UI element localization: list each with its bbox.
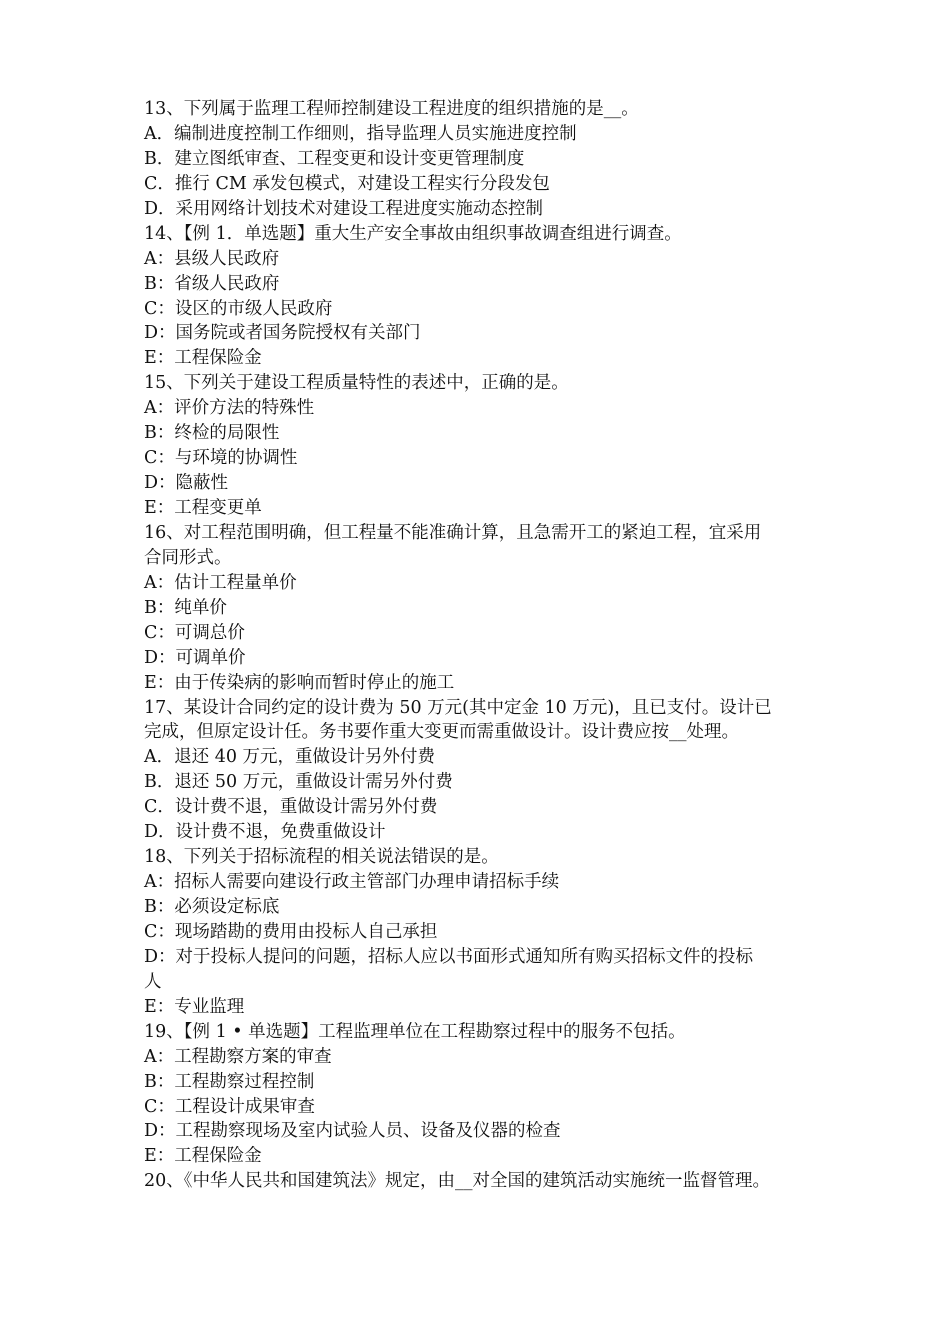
text-line: B：工程勘察过程控制 <box>144 1071 315 1092</box>
text-line: C：现场踏勘的费用由投标人自己承担 <box>144 921 438 942</box>
text-line: 合同形式。 <box>144 547 232 568</box>
text-line: 14、【例 1．单选题】重大生产安全事故由组织事故调查组进行调查。 <box>144 223 682 244</box>
text-line: D：国务院或者国务院授权有关部门 <box>144 323 421 344</box>
text-line: A：工程勘察方案的审查 <box>144 1046 332 1067</box>
text-line: 15、下列关于建设工程质量特性的表述中，正确的是。 <box>144 373 569 394</box>
text-line: E：工程保险金 <box>144 348 262 369</box>
text-line: 16、对工程范围明确，但工程量不能准确计算，且急需开工的紧迫工程，宜采用 <box>144 522 762 543</box>
text-line: E：工程变更单 <box>144 498 262 518</box>
text-line: 17、某设计合同约定的设计费为 50 万元(其中定金 10 万元)，且已支付。设计已 <box>144 697 772 718</box>
text-line: A：招标人需要向建设行政主管部门办理申请招标手续 <box>144 872 560 893</box>
text-line: 完成，但原定设计任。务书要作重大变更而需重做设计。设计费应按__处理。 <box>144 722 739 743</box>
document-body <box>144 97 824 1194</box>
text-line: B．建立图纸审查、工程变更和设计变更管理制度 <box>144 148 525 169</box>
text-line: E：专业监理 <box>144 996 245 1017</box>
text-line: D：对于投标人提问的问题，招标人应以书面形式通知所有购买招标文件的投标 <box>144 946 754 967</box>
text-line: B：纯单价 <box>144 597 227 618</box>
text-line: D：可调单价 <box>144 647 246 668</box>
text-line: E：由于传染病的影响而暂时停止的施工 <box>144 672 455 693</box>
text-line: C：可调总价 <box>144 622 245 643</box>
text-line: D：工程勘察现场及室内试验人员、设备及仪器的检查 <box>144 1121 561 1142</box>
text-line: B：必须设定标底 <box>144 897 280 917</box>
text-line: B：终检的局限性 <box>144 423 280 444</box>
text-line: A：估计工程量单价 <box>144 572 297 593</box>
text-line: C．设计费不退，重做设计需另外付费 <box>144 797 438 818</box>
text-line: A：县级人民政府 <box>144 248 280 269</box>
text-line: E：工程保险金 <box>144 1146 262 1167</box>
text-line: C：设区的市级人民政府 <box>144 298 333 319</box>
text-line: D．设计费不退，免费重做设计 <box>144 822 386 843</box>
text-line: 18、下列关于招标流程的相关说法错误的是。 <box>144 847 499 868</box>
text-line: C：与环境的协调性 <box>144 448 298 469</box>
text-line: A．退还 40 万元，重做设计另外付费 <box>144 747 436 768</box>
text-line: D：隐蔽性 <box>144 473 229 494</box>
text-line: 19、【例 1 • 单选题】工程监理单位在工程勘察过程中的服务不包括。 <box>144 1021 686 1042</box>
text-line: A：评价方法的特殊性 <box>144 398 315 419</box>
text-line: D．采用网络计划技术对建设工程进度实施动态控制 <box>144 198 544 219</box>
text-line: C．推行 CM 承发包模式，对建设工程实行分段发包 <box>144 173 550 194</box>
text-line: A．编制进度控制工作细则，指导监理人员实施进度控制 <box>144 123 577 144</box>
text-line: C：工程设计成果审查 <box>144 1096 315 1117</box>
text-line: 20、《中华人民共和国建筑法》规定，由__对全国的建筑活动实施统一监督管理。 <box>144 1171 771 1192</box>
text-line: B．退还 50 万元，重做设计需另外付费 <box>144 772 453 793</box>
text-line: 13、下列属于监理工程师控制建设工程进度的组织措施的是__。 <box>144 99 639 119</box>
text-line: 人 <box>144 971 162 992</box>
text-line: B：省级人民政府 <box>144 273 280 294</box>
